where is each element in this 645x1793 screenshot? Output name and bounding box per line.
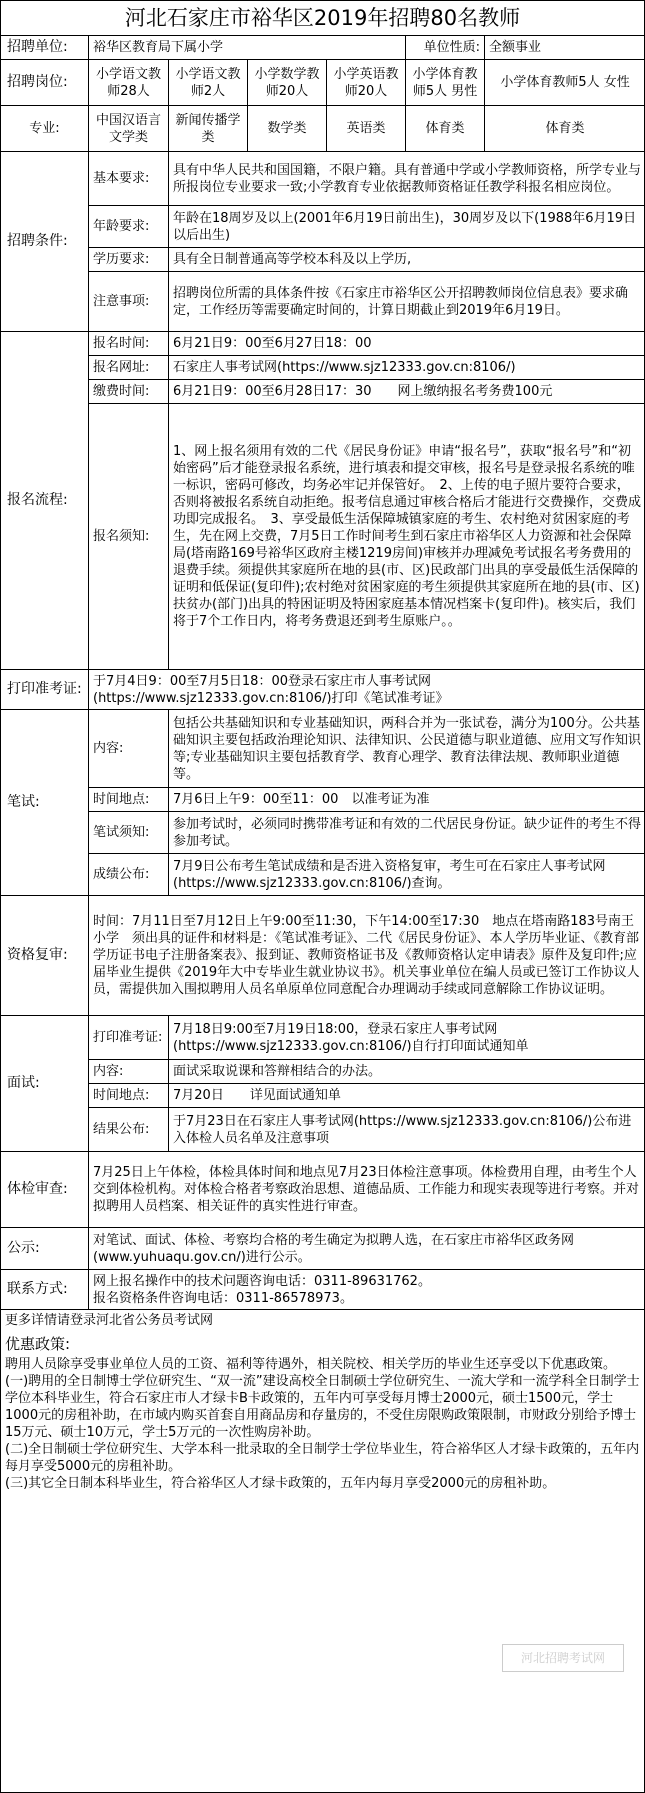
interview-value: 7月18日9:00至7月19日18:00，登录石家庄人事考试网(https://www.sjz12333.gov.cn:8106/)自行打印面试通知单 (169, 1016, 645, 1060)
admit-label: 打印准考证: (1, 670, 89, 710)
condition-value: 招聘岗位所需的具体条件按《石家庄市裕华区公开招聘教师岗位信息表》要求确定，工作经历等需要确定时间的，计算日期截止到2019年6月19日。 (169, 272, 645, 332)
interview-key: 结果公布: (89, 1108, 169, 1152)
unit-label: 招聘单位: (1, 36, 89, 60)
interview-key: 内容: (89, 1060, 169, 1084)
review-value: 时间：7月11日至7月12日上午9:00至11:30，下午14:00至17:30 地点在塔南路183号南王小学 须出具的证件和材料是：《笔试准考证》、二代《居民身份证》、本人学历毕业证、《教育部学历证书电子注册备案表》、报到证、教师资格证书及《教师资格认定申请表》原件及复印件;应届毕业生提供《2019年大中专毕业生就业协议书》。机关事业单位在编人员或已签订工作协议人员，需提供加入围拟聘用人员名单原单位同意配合办理调动手续或同意解除工作协议证明。 (89, 896, 645, 1016)
major-cell: 新闻传播学类 (169, 106, 248, 152)
condition-key: 年龄要求: (89, 206, 169, 248)
position-cell: 小学体育教师5人 女性 (485, 60, 645, 106)
major-cell: 体育类 (485, 106, 645, 152)
written-value: 包括公共基础知识和专业基础知识，两科合并为一张试卷，满分为100分。公共基础知识主要包括政治理论知识、法律知识、公民道德与职业道德、应用文写作知识等;专业基础知识主要包括教育学、教育心理学、教育法律法规、教师职业道德等。 (169, 710, 645, 788)
written-value: 7月9日公布考生笔试成绩和是否进入资格复审，考生可在石家庄人事考试网(https://www.sjz12333.gov.cn:8106/)查询。 (169, 854, 645, 896)
info-table (0, 35, 645, 1310)
more-info-link[interactable]: 更多详情请登录河北省公务员考试网 (5, 1313, 214, 1328)
unit-value: 裕华区教育局下属小学 (89, 36, 406, 60)
process-value: 6月21日9：00至6月27日18：00 (169, 332, 645, 356)
written-key: 笔试须知: (89, 812, 169, 854)
nature-value: 全额事业 (485, 36, 645, 60)
watermark-stamp: 河北招聘考试网 (502, 1644, 624, 1672)
major-label: 专业: (1, 106, 89, 152)
policy-paragraph: (二)全日制硕士学位研究生、大学本科一批录取的全日制学士学位毕业生，符合裕华区人才绿卡政策的，五年内每月享受5000元的房租补助。 (5, 1442, 640, 1474)
major-cell: 体育类 (406, 106, 485, 152)
interview-value: 面试采取说课和答辩相结合的办法。 (169, 1060, 645, 1084)
major-cell: 中国汉语言文学类 (89, 106, 169, 152)
contact-tech-phone: 网上报名操作中的技术问题咨询电话：0311-89631762。 (93, 1273, 431, 1289)
process-key: 报名须知: (89, 404, 169, 670)
review-label: 资格复审: (1, 896, 89, 1016)
position-cell: 小学语文教师2人 (169, 60, 248, 106)
conditions-label: 招聘条件: (1, 152, 89, 332)
positions-label: 招聘岗位: (1, 60, 89, 106)
process-key: 报名时间: (89, 332, 169, 356)
written-key: 成绩公布: (89, 854, 169, 896)
admit-value: 于7月4日9：00至7月5日18：00登录石家庄市人事考试网(https://www.sjz12333.gov.cn:8106/)打印《笔试准考证》 (89, 670, 645, 710)
major-cell: 数学类 (248, 106, 327, 152)
process-value: 1、网上报名须用有效的二代《居民身份证》申请“报名号”，获取“报名号”和“初始密码”后才能登录报名系统，进行填表和提交审核，报名号是登录报名系统的唯一标识，密码可修改，均务必牢记并保管好。 2、上传的电子照片要符合要求，否则将被报名系统自动拒绝。报考信息通过审核合格后才能进行交费操作，交费成功即完成报名。 3、享受最低生活保障城镇家庭的考生、农村绝对贫困家庭的考生，先在网上交费，7月5日工作时间考生到石家庄市裕华区人力资源和社会保障局(塔南路169号裕华区政府主楼1219房间)审核并办理减免考试报名考务费用的退费手续。须提供其家庭所在地的县(市、区)民政部门出具的享受最低生活保障的证明和低保证(复印件);农村绝对贫困家庭的考生须提供其家庭所在地的县(市、区)扶贫办(部门)出具的特困证明及特困家庭基本情况档案卡(复印件)。核实后，我们将于7个工作日内，将考务费退还到考生原账户。。 (169, 404, 645, 670)
condition-value: 具有全日制普通高等学校本科及以上学历, (169, 248, 645, 272)
process-key: 报名网址: (89, 356, 169, 380)
medical-value: 7月25日上午体检，体检具体时间和地点见7月23日体检注意事项。体检费用自理，由考生个人交到体检机构。对体检合格者考察政治思想、道德品质、工作能力和现实表现等进行考察。并对拟聘用人员档案、相关证件的真实性进行审查。 (89, 1152, 645, 1228)
publicity-label: 公示: (1, 1228, 89, 1270)
page-title: 河北石家庄市裕华区2019年招聘80名教师 (1, 1, 644, 36)
condition-key: 学历要求: (89, 248, 169, 272)
process-key: 缴费时间: (89, 380, 169, 404)
medical-label: 体检审查: (1, 1152, 89, 1228)
process-value: 6月21日9：00至6月28日17：30 网上缴纳报名考务费100元 (169, 380, 645, 404)
interview-value: 于7月23日在石家庄人事考试网(https://www.sjz12333.gov.cn:8106/)公布进入体检人员名单及注意事项 (169, 1108, 645, 1152)
policy-paragraph: (三)其它全日制本科毕业生，符合裕华区人才绿卡政策的，五年内每月享受2000元的房租补助。 (5, 1476, 556, 1491)
interview-key: 打印准考证: (89, 1016, 169, 1060)
interview-label: 面试: (1, 1016, 89, 1152)
process-value: 石家庄人事考试网(https://www.sjz12333.gov.cn:8106/) (169, 356, 645, 380)
interview-key: 时间地点: (89, 1084, 169, 1108)
policy-title: 优惠政策: (5, 1335, 71, 1353)
condition-value: 年龄在18周岁及以上(2001年6月19日前出生)，30周岁及以下(1988年6月19日以后出生) (169, 206, 645, 248)
position-cell: 小学英语教师20人 (327, 60, 406, 106)
publicity-value: 对笔试、面试、体检、考察均合格的考生确定为拟聘人选，在石家庄市裕华区政务网(www.yuhuaqu.gov.cn/)进行公示。 (89, 1228, 645, 1270)
contact-value (89, 1270, 645, 1310)
written-value: 7月6日上午9：00至11：00 以准考证为准 (169, 788, 645, 812)
contact-qualification-phone: 报名资格条件咨询电话：0311-86578973。 (93, 1290, 353, 1306)
condition-value: 具有中华人民共和国国籍，不限户籍。具有普通中学或小学教师资格，所学专业与所报岗位专业要求一致;小学教育专业依据教师资格证任教学科报名相应岗位。 (169, 152, 645, 206)
policy-paragraph: (一)聘用的全日制博士学位研究生、“双一流”建设高校全日制硕士学位研究生、一流大学和一流学科全日制学士学位本科毕业生，符合石家庄市人才绿卡B卡政策的，五年内可享受每月博士2000元，硕士1500元，学士1000元的房租补助，在市域内购买首套自用商品房和存量房的，不受住房限购政策限制，市财政分别给予博士15万元、硕士10万元，学士5万元的一次性购房补助。 (5, 1374, 640, 1440)
interview-value: 7月20日 详见面试通知单 (169, 1084, 645, 1108)
written-value: 参加考试时，必须同时携带准考证和有效的二代居民身份证。缺少证件的考生不得参加考试。 (169, 812, 645, 854)
position-cell: 小学数学教师20人 (248, 60, 327, 106)
process-label: 报名流程: (1, 332, 89, 670)
condition-key: 基本要求: (89, 152, 169, 206)
written-key: 时间地点: (89, 788, 169, 812)
position-cell: 小学体育教师5人 男性 (406, 60, 485, 106)
nature-label: 单位性质: (406, 36, 485, 60)
written-key: 内容: (89, 710, 169, 788)
condition-key: 注意事项: (89, 272, 169, 332)
policy-paragraph: 聘用人员除享受事业单位人员的工资、福利等待遇外，相关院校、相关学历的毕业生还享受以下优惠政策。 (5, 1357, 617, 1372)
contact-label: 联系方式: (1, 1270, 89, 1310)
written-label: 笔试: (1, 710, 89, 896)
position-cell: 小学语文教师28人 (89, 60, 169, 106)
major-cell: 英语类 (327, 106, 406, 152)
